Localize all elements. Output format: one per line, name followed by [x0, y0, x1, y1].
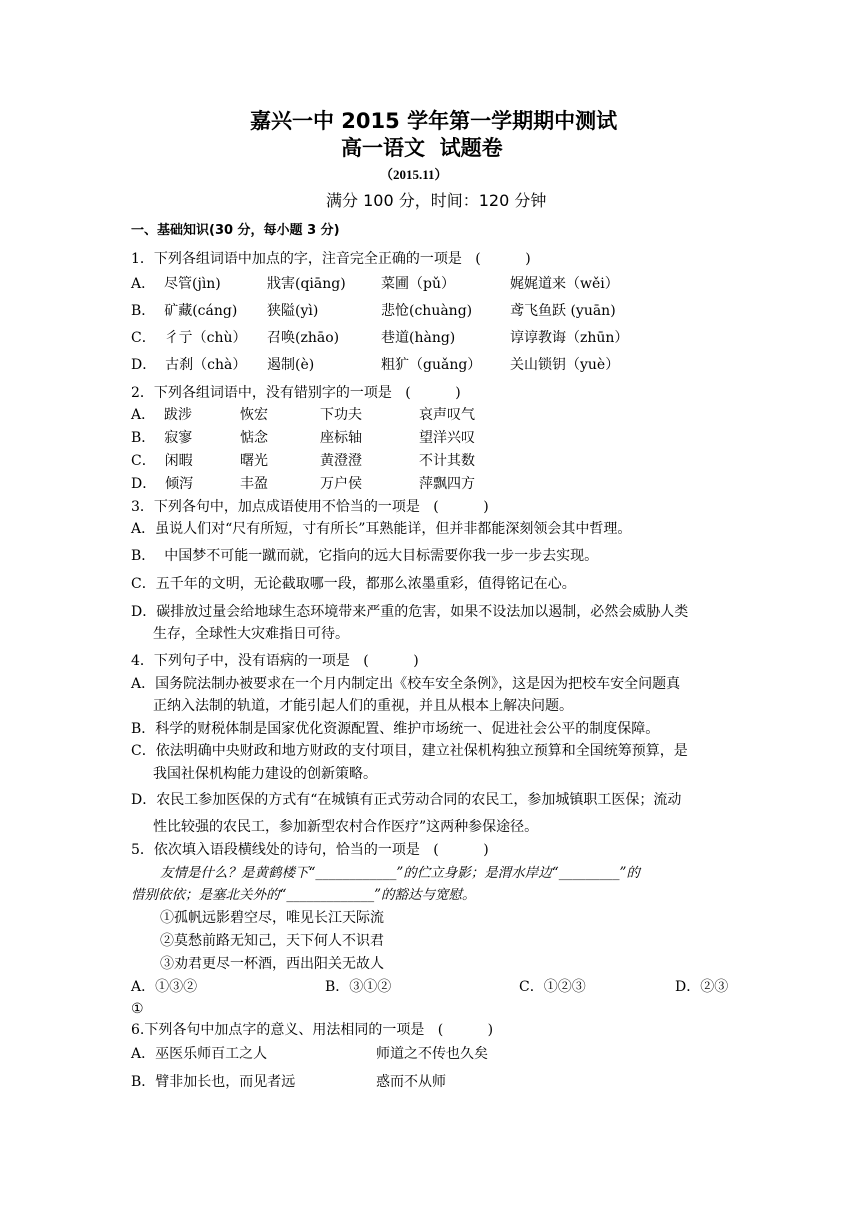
- q2-option-d-2: 丰盈: [240, 476, 268, 492]
- q2-option-a-3: 下功夫: [320, 407, 362, 423]
- q3-option-c: C．五千年的文明，无论截取哪一段，都那么浓墨重彩，值得铭记在心。: [131, 576, 576, 592]
- q4-option-c-line2: 我国社保机构能力建设的创新策略。: [153, 766, 377, 782]
- question-4-stem: 4．下列句子中，没有语病的一项是 ( ): [131, 653, 419, 669]
- q1-option-a-4: 娓娓道来（wěi）: [510, 276, 619, 292]
- q5-option-b: B．③①②: [325, 979, 392, 995]
- q2-option-c-3: 黄澄澄: [320, 453, 362, 469]
- q2-option-d-4: 萍飘四方: [419, 476, 475, 492]
- q6-option-a-right: 师道之不传也久矣: [376, 1046, 488, 1062]
- q6-option-a-left: A．巫医乐师百工之人: [131, 1046, 268, 1062]
- q1-option-c-3: 巷道(hàng): [381, 330, 456, 346]
- q1-option-d-1: D． 古刹（chà）: [131, 357, 247, 373]
- q2-option-b-4: 望洋兴叹: [419, 430, 475, 446]
- q4-option-d-line2: 性比较强的农民工，参加新型农村合作医疗”这两种参保途径。: [153, 819, 539, 835]
- q4-option-a-line1: A．国务院法制办被要求在一个月内制定出《校车安全条例》，这是因为把校车安全问题真: [131, 676, 681, 692]
- q1-option-b-3: 悲怆(chuàng): [381, 303, 473, 319]
- q6-option-b-left: B．臂非加长也，而见者远: [131, 1074, 296, 1090]
- q5-option-d: D．②③: [675, 979, 729, 995]
- exam-date: （2015.11）: [380, 167, 448, 182]
- q2-option-b-3: 座标轴: [320, 430, 362, 446]
- q1-option-c-1: C． 彳亍（chù）: [131, 330, 247, 346]
- q1-option-b-4: 鸢飞鱼跃 (yuān): [510, 303, 616, 319]
- q1-option-a-3: 菜圃（pǔ）: [381, 276, 455, 292]
- q4-option-a-line2: 正纳入法制的轨道，才能引起人们的重视，并且从根本上解决问题。: [153, 698, 573, 714]
- q4-option-c-line1: C．依法明确中央财政和地方财政的支付项目，建立社保机构独立预算和全国统筹预算，是: [131, 743, 688, 759]
- q5-option-c: C．①②③: [519, 979, 586, 995]
- exam-info: 满分 100 分，时间：120 分钟: [326, 191, 547, 210]
- q1-option-c-2: 召唤(zhāo): [267, 330, 340, 346]
- q1-option-a-2: 戕害(qiāng): [267, 276, 346, 292]
- q2-option-d-3: 万户侯: [320, 476, 362, 492]
- q2-option-c-1: C． 闲暇: [131, 453, 193, 469]
- q5-passage-line2: 惜别依依；是塞北关外的“_____________”的豁达与宽慰。: [131, 887, 476, 903]
- q1-option-b-2: 狭隘(yì): [267, 303, 319, 319]
- q1-option-d-4: 关山锁钥（yuè）: [510, 357, 620, 373]
- q5-verse-2: ②莫愁前路无知己，天下何人不识君: [160, 933, 384, 949]
- question-3-stem: 3．下列各句中，加点成语使用不恰当的一项是 ( ): [131, 499, 489, 515]
- q5-passage-line1: 友情是什么？是黄鹤楼下“____________”的伫立身影；是渭水岸边“_________”的: [160, 865, 640, 881]
- q3-option-d-line1: D．碳排放过量会给地球生态环境带来严重的危害，如果不设法加以遏制，必然会威胁人类: [131, 604, 689, 620]
- q5-verse-3: ③劝君更尽一杯酒，西出阳关无故人: [160, 956, 384, 972]
- q5-verse-1: ①孤帆远影碧空尽，唯见长江天际流: [160, 910, 384, 926]
- q6-option-b-right: 惑而不从师: [376, 1074, 446, 1090]
- q2-option-a-2: 恢宏: [240, 407, 268, 423]
- q1-option-b-1: B． 矿藏(cáng): [131, 303, 238, 319]
- q4-option-d-line1: D．农民工参加医保的方式有“在城镇有正式劳动合同的农民工，参加城镇职工医保；流动: [131, 792, 682, 808]
- q1-option-d-3: 粗犷（guǎng）: [381, 357, 482, 373]
- q1-option-d-2: 遏制(è): [267, 357, 315, 373]
- q2-option-a-4: 哀声叹气: [419, 407, 475, 423]
- q2-option-b-2: 惦念: [240, 430, 268, 446]
- exam-title: 嘉兴一中 2015 学年第一学期期中测试: [250, 109, 618, 133]
- q2-option-c-4: 不计其数: [419, 453, 475, 469]
- section-heading: 一、基础知识(30 分，每小题 3 分): [131, 223, 340, 238]
- q3-option-b: B． 中国梦不可能一蹴而就，它指向的远大目标需要你我一步一步去实现。: [131, 548, 599, 564]
- exam-subtitle: 高一语文 试题卷: [341, 136, 503, 160]
- q2-option-c-2: 曙光: [240, 453, 268, 469]
- question-6-stem: 6.下列各句中加点字的意义、用法相同的一项是 ( ): [131, 1022, 494, 1038]
- q1-option-c-4: 谆谆教诲（zhūn）: [510, 330, 629, 346]
- question-1-stem: 1．下列各组词语中加点的字，注音完全正确的一项是 ( ): [131, 251, 531, 267]
- q5-option-d-wrap: ①: [131, 1001, 144, 1017]
- q3-option-a: A．虽说人们对“尺有所短，寸有所长”耳熟能详，但并非都能深刻领会其中哲理。: [131, 521, 632, 537]
- q2-option-d-1: D． 倾泻: [131, 476, 194, 492]
- q5-option-a: A．①③②: [131, 979, 198, 995]
- q4-option-b: B．科学的财税体制是国家优化资源配置、维护市场统一、促进社会公平的制度保障。: [131, 721, 660, 737]
- question-5-stem: 5．依次填入语段横线处的诗句，恰当的一项是 ( ): [131, 842, 489, 858]
- q2-option-a-1: A． 跋涉: [131, 407, 193, 423]
- q3-option-d-line2: 生存，全球性大灾难指日可待。: [153, 626, 349, 642]
- q2-option-b-1: B． 寂寥: [131, 430, 193, 446]
- q1-option-a-1: A． 尽管(jìn): [131, 276, 221, 292]
- question-2-stem: 2．下列各组词语中，没有错别字的一项是 ( ): [131, 385, 461, 401]
